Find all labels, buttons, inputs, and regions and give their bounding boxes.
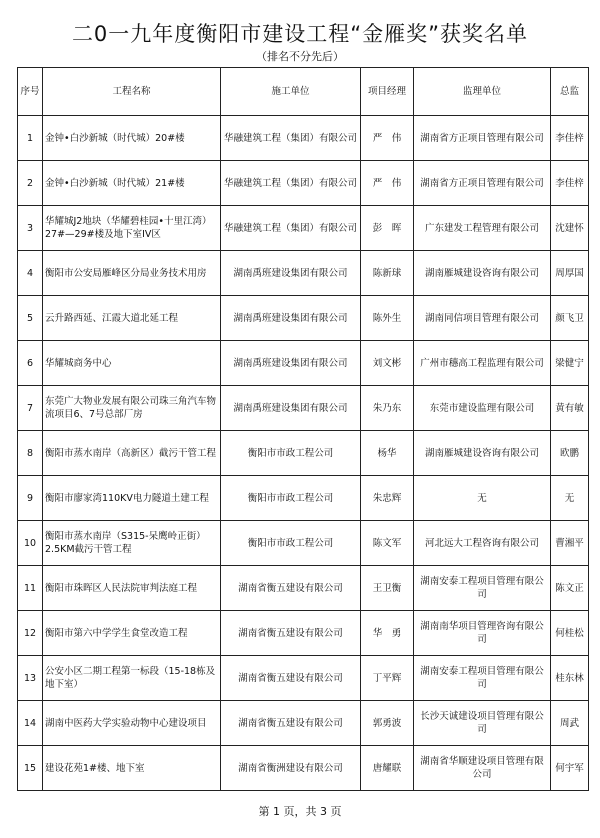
supervision-unit: 湖南同信项目管理有限公司 [414,296,551,341]
chief-supervisor: 颜飞卫 [551,296,589,341]
row-number: 15 [18,746,43,791]
supervision-unit: 河北远大工程咨询有限公司 [414,521,551,566]
project-name: 云升路西延、江霞大道北延工程 [43,296,221,341]
project-manager: 王卫衡 [361,566,414,611]
project-manager: 刘文彬 [361,341,414,386]
chief-supervisor: 沈建怀 [551,206,589,251]
chief-supervisor: 桂东林 [551,656,589,701]
table-row [18,386,589,431]
project-name: 华耀城J2地块（华耀碧桂园•十里江湾）27#—29#楼及地下室IV区 [43,206,221,251]
table-row [18,611,589,656]
chief-supervisor: 李佳梓 [551,116,589,161]
project-manager: 彭 晖 [361,206,414,251]
supervision-unit: 湖南省方正项目管理有限公司 [414,161,551,206]
supervision-unit: 无 [414,476,551,521]
row-number: 10 [18,521,43,566]
project-name: 衡阳市珠晖区人民法院审判法庭工程 [43,566,221,611]
table-header-row [18,68,589,116]
chief-supervisor: 黄有敏 [551,386,589,431]
award-list-table [17,67,589,791]
supervision-unit: 湖南省华顺建设项目管理有限公司 [414,746,551,791]
project-manager: 朱乃东 [361,386,414,431]
table-row [18,116,589,161]
table-row [18,566,589,611]
row-number: 1 [18,116,43,161]
row-number: 11 [18,566,43,611]
contractor: 湖南省衡五建设有限公司 [221,656,361,701]
header-project-name: 工程名称 [43,68,221,116]
row-number: 2 [18,161,43,206]
supervision-unit: 广东建发工程管理有限公司 [414,206,551,251]
supervision-unit: 湖南安泰工程项目管理有限公司 [414,566,551,611]
table-row [18,161,589,206]
page-footer: 第 1 页，共 3 页 [258,805,342,818]
supervision-unit: 长沙天诚建设项目管理有限公司 [414,701,551,746]
chief-supervisor: 李佳梓 [551,161,589,206]
project-name: 公安小区二期工程第一标段（15-18栋及地下室） [43,656,221,701]
contractor: 湖南禹班建设集团有限公司 [221,296,361,341]
project-name: 金钟•白沙新城（时代城）21#楼 [43,161,221,206]
project-manager: 陈外生 [361,296,414,341]
table-row [18,701,589,746]
table-row [18,251,589,296]
project-name: 东莞广大物业发展有限公司珠三角汽车物流项目6、7号总部厂房 [43,386,221,431]
project-name: 衡阳市廖家湾110KV电力隧道土建工程 [43,476,221,521]
project-manager: 唐耀联 [361,746,414,791]
table-row [18,206,589,251]
row-number: 3 [18,206,43,251]
project-name: 湖南中医药大学实验动物中心建设项目 [43,701,221,746]
project-name: 衡阳市公安局雁峰区分局业务技术用房 [43,251,221,296]
project-name: 衡阳市蒸水南岸（S315-呆鹰岭正街）2.5KM截污干管工程 [43,521,221,566]
table-row [18,296,589,341]
contractor: 湖南省衡五建设有限公司 [221,566,361,611]
chief-supervisor: 欧鹏 [551,431,589,476]
chief-supervisor: 何桂松 [551,611,589,656]
row-number: 12 [18,611,43,656]
supervision-unit: 湖南省方正项目管理有限公司 [414,116,551,161]
chief-supervisor: 何宇军 [551,746,589,791]
document-subtitle: （排名不分先后） [256,50,344,63]
supervision-unit: 湖南雁城建设咨询有限公司 [414,431,551,476]
header-contractor: 施工单位 [221,68,361,116]
project-name: 建设花苑1#楼、地下室 [43,746,221,791]
project-manager: 朱忠辉 [361,476,414,521]
contractor: 衡阳市市政工程公司 [221,521,361,566]
contractor: 湖南省衡五建设有限公司 [221,611,361,656]
chief-supervisor: 周武 [551,701,589,746]
chief-supervisor: 周厚国 [551,251,589,296]
project-manager: 严 伟 [361,161,414,206]
contractor: 华融建筑工程（集团）有限公司 [221,206,361,251]
contractor: 湖南禹班建设集团有限公司 [221,341,361,386]
table-row [18,431,589,476]
supervision-unit: 湖南雁城建设咨询有限公司 [414,251,551,296]
supervision-unit: 广州市穗高工程监理有限公司 [414,341,551,386]
table-row [18,656,589,701]
project-manager: 郭勇波 [361,701,414,746]
table-row [18,476,589,521]
supervision-unit: 东莞市建设监理有限公司 [414,386,551,431]
supervision-unit: 湖南安泰工程项目管理有限公司 [414,656,551,701]
document-title: 二0一九年度衡阳市建设工程“金雁奖”获奖名单 [71,22,529,46]
header-no: 序号 [18,68,43,116]
project-manager: 丁平辉 [361,656,414,701]
project-manager: 杨华 [361,431,414,476]
contractor: 湖南省衡洲建设有限公司 [221,746,361,791]
project-name: 衡阳市第六中学学生食堂改造工程 [43,611,221,656]
row-number: 4 [18,251,43,296]
contractor: 华融建筑工程（集团）有限公司 [221,116,361,161]
project-name: 金钟•白沙新城（时代城）20#楼 [43,116,221,161]
chief-supervisor: 陈文正 [551,566,589,611]
chief-supervisor: 曹湘平 [551,521,589,566]
row-number: 8 [18,431,43,476]
chief-supervisor: 无 [551,476,589,521]
contractor: 湖南禹班建设集团有限公司 [221,386,361,431]
row-number: 6 [18,341,43,386]
header-project-manager: 项目经理 [361,68,414,116]
contractor: 华融建筑工程（集团）有限公司 [221,161,361,206]
row-number: 9 [18,476,43,521]
project-manager: 华 勇 [361,611,414,656]
header-supervision-unit: 监理单位 [414,68,551,116]
row-number: 5 [18,296,43,341]
contractor: 湖南禹班建设集团有限公司 [221,251,361,296]
project-manager: 陈新球 [361,251,414,296]
supervision-unit: 湖南南华项目管理咨询有限公司 [414,611,551,656]
header-chief-supervisor: 总监 [551,68,589,116]
project-name: 衡阳市蒸水南岸（高新区）截污干管工程 [43,431,221,476]
chief-supervisor: 梁健宁 [551,341,589,386]
table-row [18,341,589,386]
row-number: 7 [18,386,43,431]
table-row [18,521,589,566]
project-manager: 陈文军 [361,521,414,566]
project-manager: 严 伟 [361,116,414,161]
table-row [18,746,589,791]
contractor: 衡阳市市政工程公司 [221,476,361,521]
project-name: 华耀城商务中心 [43,341,221,386]
contractor: 湖南省衡五建设有限公司 [221,701,361,746]
contractor: 衡阳市市政工程公司 [221,431,361,476]
row-number: 13 [18,656,43,701]
row-number: 14 [18,701,43,746]
